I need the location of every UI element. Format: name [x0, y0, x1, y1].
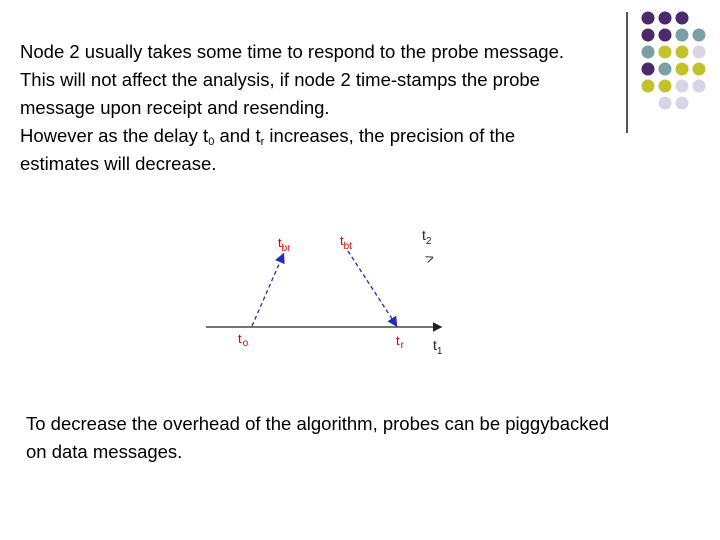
decor-dot: [693, 46, 706, 59]
decor-dot: [659, 80, 672, 93]
label-t-one-base: t: [433, 337, 437, 353]
decor-dot: [659, 29, 672, 42]
precision-text-a: However as the delay t: [20, 125, 209, 146]
decor-dot: [659, 97, 672, 110]
label-t-bt-sub: bt: [343, 241, 352, 252]
probe-return-arrow: [348, 251, 396, 325]
intro-text: [20, 38, 620, 178]
decor-dot: [642, 80, 655, 93]
decor-dot: [659, 12, 672, 25]
decor-dot: [693, 29, 706, 42]
label-t-two-sub: 2: [425, 236, 432, 247]
label-gt: >: [423, 249, 437, 267]
decor-dot: [676, 63, 689, 76]
label-t-bt: [340, 233, 352, 252]
label-t-r-base: t: [396, 333, 400, 348]
precision-text-c: increases, the precision of the: [264, 125, 516, 146]
label-t-two-base: t: [422, 227, 426, 243]
decor-dot: [642, 63, 655, 76]
timing-diagram: [200, 215, 460, 365]
vertical-divider: [626, 12, 628, 133]
label-t-bt-base: t: [340, 233, 344, 248]
label-t-br-base: t: [278, 235, 282, 250]
decor-dot: [642, 12, 655, 25]
decor-dot: [676, 97, 689, 110]
label-t-zero-sub: o: [242, 338, 249, 349]
decor-dot: [659, 46, 672, 59]
decor-dot: [676, 46, 689, 59]
decor-dot: [693, 63, 706, 76]
label-t-two: [422, 227, 432, 247]
intro-line-1: Node 2 usually takes some time to respond to the probe message.: [20, 41, 564, 62]
precision-line-1: [20, 122, 620, 150]
intro-line-2: This will not affect the analysis, if node 2 time-stamps the probe: [20, 69, 540, 90]
subscript-r: r: [260, 136, 265, 148]
decor-dot: [676, 80, 689, 93]
subscript-zero: 0: [208, 136, 215, 148]
overhead-text: [26, 410, 706, 466]
label-t-r-sub: r: [400, 340, 404, 351]
label-t-br: [278, 235, 291, 254]
decor-dot: [642, 46, 655, 59]
overhead-line-1: To decrease the overhead of the algorithm, probes can be piggybacked: [26, 413, 610, 434]
label-t-zero: [238, 331, 249, 349]
precision-text-b: and t: [214, 125, 261, 146]
intro-line-3: message upon receipt and resending.: [20, 97, 330, 118]
overhead-line-2: on data messages.: [26, 441, 183, 462]
decor-dot: [659, 63, 672, 76]
decor-dot: [693, 80, 706, 93]
label-t-one: [433, 337, 443, 357]
label-t-one-sub: 1: [436, 346, 443, 357]
label-t-br-sub: br: [281, 243, 291, 254]
probe-send-arrow: [252, 255, 283, 326]
decor-dot: [642, 29, 655, 42]
decor-dot: [676, 29, 689, 42]
label-t-r: [396, 333, 405, 351]
precision-line-2: estimates will decrease.: [20, 153, 217, 174]
label-t-zero-base: t: [238, 331, 242, 346]
decor-dot: [676, 12, 689, 25]
